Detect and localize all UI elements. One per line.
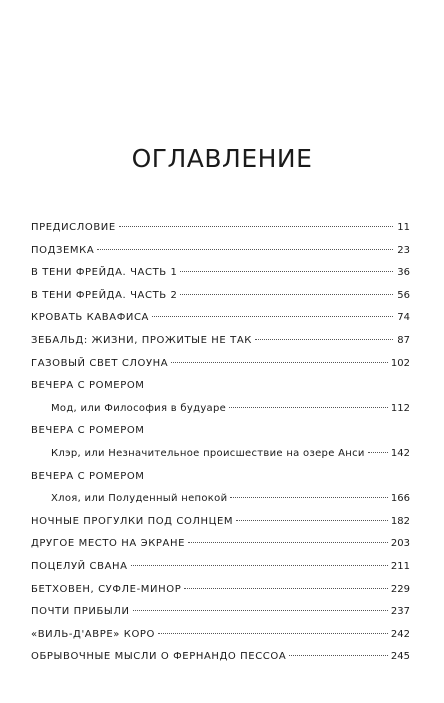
toc-dot-leader: [368, 452, 388, 453]
toc-dot-leader: [131, 565, 388, 566]
toc-entry-title: Клэр, или Незначительное происшествие на озере Анси: [51, 447, 365, 459]
toc-entry-title: В ТЕНИ ФРЕЙДА. ЧАСТЬ 2: [31, 289, 178, 301]
toc-entry: [31, 330, 410, 353]
toc-page-number: 87: [397, 334, 410, 346]
toc-page-number: 211: [390, 560, 410, 572]
toc-entry-title: ПРЕДИСЛОВИЕ: [31, 222, 116, 233]
toc-subentry: [31, 488, 410, 511]
page-title: ОГЛАВЛЕНИЕ: [131, 144, 313, 173]
toc-dot-leader: [255, 339, 393, 340]
toc-entry-title: «ВИЛЬ-Д'АВРЕ» КОРО: [31, 628, 156, 640]
toc-page-number: 203: [390, 538, 410, 550]
toc-page-number: 11: [397, 222, 410, 233]
toc-entry-title: ЗЕБАЛЬД: ЖИЗНИ, ПРОЖИТЫЕ НЕ ТАК: [31, 334, 252, 346]
toc-entry-title: ПОДЗЕМКА: [31, 244, 95, 256]
toc-dot-leader: [188, 542, 388, 543]
toc-entry: [31, 285, 410, 308]
toc-entry: [31, 533, 410, 556]
toc-dot-leader: [133, 610, 388, 611]
toc-page-number: 166: [390, 493, 410, 505]
toc-page-number: 74: [397, 312, 410, 324]
toc-entry-title: ДРУГОЕ МЕСТО НА ЭКРАНЕ: [31, 538, 186, 550]
toc-subentry: [31, 443, 410, 466]
toc-page-number: 237: [390, 606, 410, 618]
toc-dot-leader: [289, 655, 388, 656]
toc-entry: [31, 466, 410, 489]
toc-entry: [31, 556, 410, 579]
toc-dot-leader: [184, 588, 388, 589]
toc-page-number: 182: [390, 515, 410, 527]
toc-dot-leader: [171, 362, 388, 363]
toc-entry-title: НОЧНЫЕ ПРОГУЛКИ ПОД СОЛНЦЕМ: [31, 515, 234, 527]
toc-page-number: 102: [390, 357, 410, 369]
toc-subentry: [31, 398, 410, 421]
toc-page-number: 245: [390, 651, 410, 663]
toc-entry: [31, 307, 410, 330]
toc-entry-title: ПОЧТИ ПРИБЫЛИ: [31, 606, 130, 618]
toc-entry-title: Мод, или Философия в будуаре: [51, 402, 227, 414]
toc-dot-leader: [119, 226, 393, 227]
toc-entry-title: ВЕЧЕРА С РОМЕРОМ: [31, 470, 145, 482]
table-of-contents: [31, 217, 410, 669]
toc-entry-title: БЕТХОВЕН, СУФЛЕ-МИНОР: [31, 583, 182, 595]
toc-entry: [31, 601, 410, 624]
toc-entry-title: ПОЦЕЛУЙ СВАНА: [31, 560, 128, 572]
toc-page-number: 229: [390, 583, 410, 595]
toc-entry: [31, 375, 410, 398]
toc-entry: [31, 420, 410, 443]
toc-dot-leader: [236, 520, 388, 521]
toc-entry: [31, 217, 410, 240]
toc-entry-title: Хлоя, или Полуденный непокой: [51, 493, 228, 505]
toc-dot-leader: [152, 316, 393, 317]
toc-entry-title: ГАЗОВЫЙ СВЕТ СЛОУНА: [31, 357, 169, 369]
toc-dot-leader: [229, 407, 388, 408]
toc-entry: [31, 240, 410, 263]
toc-entry-title: КРОВАТЬ КАВАФИСА: [31, 312, 150, 324]
toc-dot-leader: [230, 497, 388, 498]
toc-entry-title: ВЕЧЕРА С РОМЕРОМ: [31, 425, 145, 437]
toc-dot-leader: [97, 249, 393, 250]
toc-page-number: 36: [397, 267, 410, 279]
toc-entry: [31, 262, 410, 285]
toc-entry-title: ВЕЧЕРА С РОМЕРОМ: [31, 380, 145, 392]
toc-page-number: 23: [397, 244, 410, 256]
toc-entry: [31, 353, 410, 376]
toc-entry: [31, 624, 410, 647]
toc-entry: [31, 579, 410, 602]
toc-page-number: 242: [390, 628, 410, 640]
toc-dot-leader: [180, 294, 393, 295]
toc-page-number: 56: [397, 289, 410, 301]
toc-dot-leader: [180, 271, 393, 272]
toc-entry: [31, 646, 410, 669]
toc-entry: [31, 511, 410, 534]
toc-entry-title: ОБРЫВОЧНЫЕ МЫСЛИ О ФЕРНАНДО ПЕССОА: [31, 651, 287, 663]
toc-entry-title: В ТЕНИ ФРЕЙДА. ЧАСТЬ 1: [31, 267, 178, 279]
toc-dot-leader: [158, 633, 388, 634]
toc-page-number: 112: [390, 402, 410, 414]
toc-page-number: 142: [390, 447, 410, 459]
